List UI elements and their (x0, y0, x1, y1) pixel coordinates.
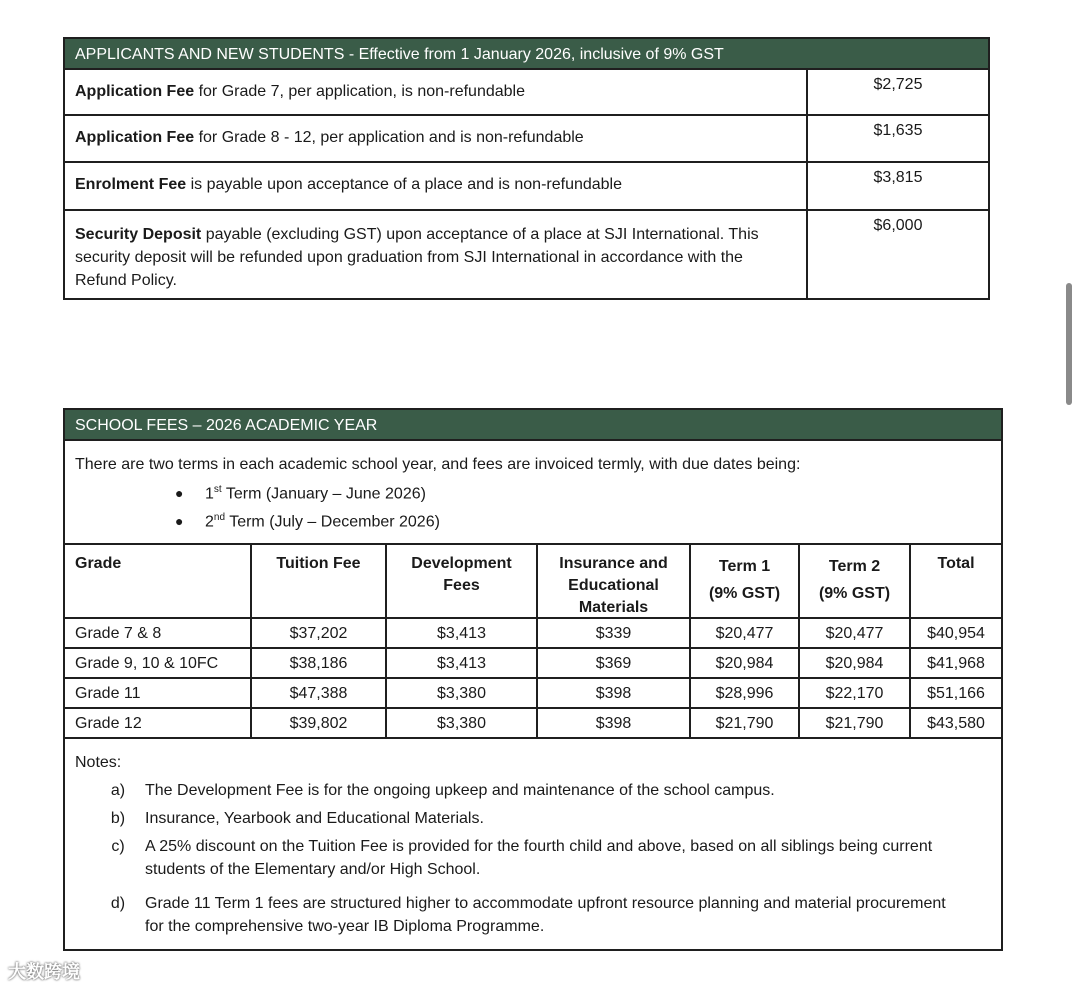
fee-description (65, 211, 808, 300)
note-text: The Development Fee is for the ongoing upkeep and maintenance of the school campus. (145, 782, 775, 799)
tuition-cell: $39,802 (252, 709, 387, 737)
column-header: Development Fees (387, 545, 538, 617)
term2-cell: $21,790 (800, 709, 911, 737)
term2-cell: $20,477 (800, 619, 911, 647)
fee-row (65, 116, 988, 163)
fee-text: for Grade 7, per application, is non-refundable (194, 83, 525, 100)
column-header: Tuition Fee (252, 545, 387, 617)
fee-row (65, 70, 988, 116)
fee-amount: $1,635 (873, 122, 923, 139)
table-row (65, 649, 1001, 679)
note-item (75, 807, 991, 830)
fee-description (65, 116, 808, 161)
note-letter: c) (111, 838, 125, 855)
table-row (65, 619, 1001, 649)
grade-cell: Grade 12 (65, 709, 252, 737)
school-fees-table (63, 408, 1003, 951)
scrollbar[interactable] (1066, 283, 1072, 405)
total-cell: $41,968 (927, 655, 985, 672)
tuition-cell: $37,202 (252, 619, 387, 647)
fee-text: for Grade 8 - 12, per application and is non-refundable (194, 129, 584, 146)
table-header-row (65, 545, 1001, 619)
total-cell: $40,954 (927, 625, 985, 642)
fee-label: Application Fee (75, 83, 195, 100)
note-text: A 25% discount on the Tuition Fee is provided for the fourth child and above, based on all siblings being current students of the Elementary and/or High School. (145, 838, 933, 878)
fee-amount: $3,815 (873, 169, 923, 186)
note-letter: b) (110, 810, 126, 827)
term2-cell: $20,984 (800, 649, 911, 677)
fee-amount: $2,725 (873, 76, 923, 93)
grade-cell: Grade 9, 10 & 10FC (65, 649, 252, 677)
fee-label: Enrolment Fee (75, 176, 187, 193)
total-cell: $51,166 (927, 685, 985, 702)
bullet-icon: ● (175, 513, 184, 530)
grade-cell: Grade 7 & 8 (65, 619, 252, 647)
insurance-cell: $398 (538, 709, 691, 737)
notes-title: Notes: (75, 754, 122, 771)
table-row (65, 679, 1001, 709)
development-cell: $3,380 (387, 679, 538, 707)
fee-row (65, 163, 988, 211)
term-number: 1 (205, 485, 214, 503)
insurance-cell: $369 (538, 649, 691, 677)
notes-section (65, 739, 1001, 938)
school-fees-header: SCHOOL FEES – 2026 ACADEMIC YEAR (65, 410, 1001, 441)
term1-cell: $28,996 (691, 679, 800, 707)
column-header: Insurance and Educational Materials (538, 545, 691, 617)
insurance-cell: $398 (538, 679, 691, 707)
fee-description (65, 163, 808, 209)
applicants-table-header: APPLICANTS AND NEW STUDENTS - Effective from 1 January 2026, inclusive of 9% GST (65, 39, 988, 70)
term-text: Term (July – December 2026) (225, 513, 440, 531)
tuition-cell: $47,388 (252, 679, 387, 707)
development-cell: $3,413 (387, 649, 538, 677)
fee-amount: $6,000 (873, 217, 923, 234)
tuition-cell: $38,186 (252, 649, 387, 677)
fee-text: is payable upon acceptance of a place and is non-refundable (186, 176, 623, 193)
column-header: Total (937, 555, 975, 572)
development-cell: $3,380 (387, 709, 538, 737)
term1-cell: $20,477 (691, 619, 800, 647)
column-header: Term 2 (9% GST) (800, 545, 911, 617)
note-text: Grade 11 Term 1 fees are structured higher to accommodate upfront resource planning and material procurement for the comprehensive two-year IB Diploma Programme. (145, 895, 946, 935)
term-ordinal: st (213, 484, 222, 495)
fee-label: Security Deposit (75, 226, 202, 243)
grade-cell: Grade 11 (65, 679, 252, 707)
fee-row (65, 211, 988, 300)
term-text: Term (January – June 2026) (221, 485, 426, 503)
bullet-icon: ● (175, 485, 184, 502)
note-letter: a) (110, 782, 126, 799)
term1-cell: $21,790 (691, 709, 800, 737)
term-item (175, 512, 440, 531)
watermark: 大数跨境 (8, 962, 80, 982)
intro-text: There are two terms in each academic school year, and fees are invoiced termly, with due dates being: (75, 456, 801, 473)
fee-label: Application Fee (75, 129, 195, 146)
note-item (75, 779, 991, 802)
terms-intro (65, 441, 1001, 545)
column-header: Term 1 (9% GST) (691, 545, 800, 617)
insurance-cell: $339 (538, 619, 691, 647)
note-letter: d) (110, 895, 126, 912)
term-ordinal: nd (213, 512, 226, 523)
term-item (175, 484, 426, 503)
term2-cell: $22,170 (800, 679, 911, 707)
total-cell: $43,580 (927, 715, 985, 732)
term1-cell: $20,984 (691, 649, 800, 677)
development-cell: $3,413 (387, 619, 538, 647)
fee-text: payable (excluding GST) upon acceptance of a place at SJI International. This security deposit will be refunded upon graduation from SJI International in accordance with the Refund Policy. (75, 226, 759, 289)
applicants-fees-table (63, 37, 990, 300)
column-header: Grade (65, 545, 252, 617)
table-row (65, 709, 1001, 739)
term-number: 2 (205, 513, 214, 531)
note-item (75, 892, 991, 938)
fee-description (65, 70, 808, 114)
note-item (75, 835, 991, 881)
note-text: Insurance, Yearbook and Educational Materials. (145, 810, 484, 827)
